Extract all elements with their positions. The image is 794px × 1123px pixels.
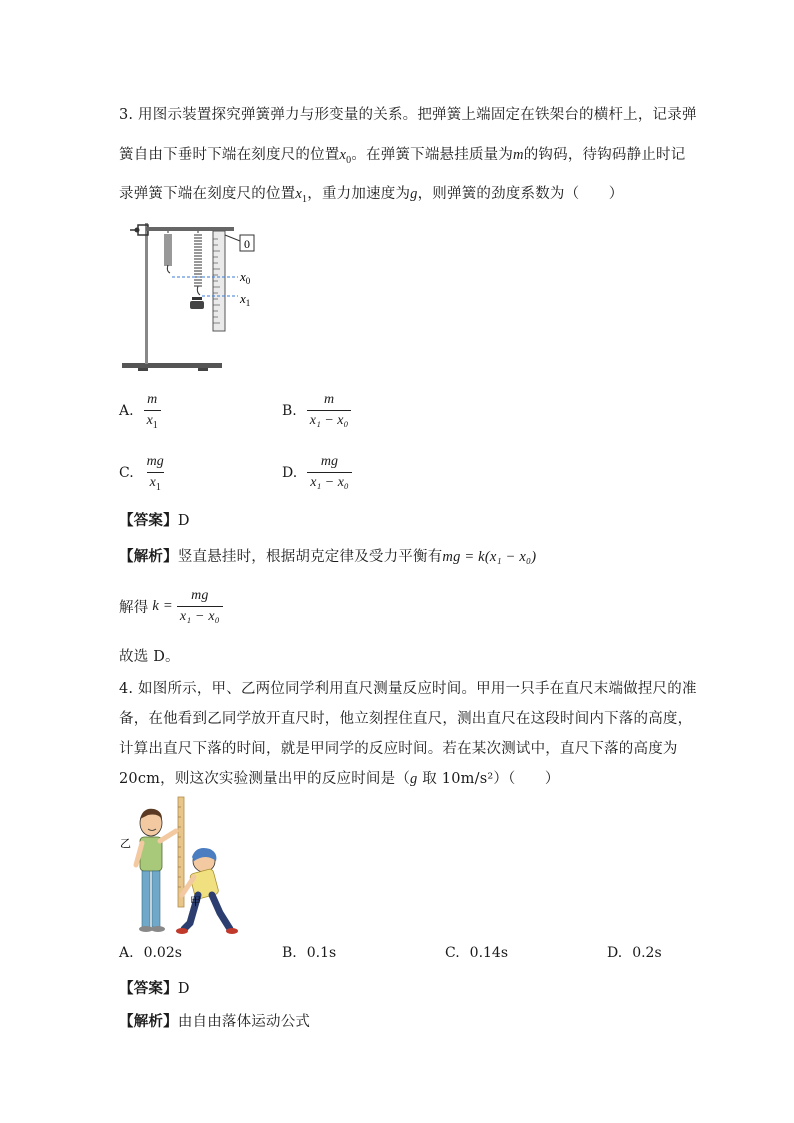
spring-free [164,231,172,273]
cross-bar [146,227,234,231]
spring-apparatus-figure [118,215,268,373]
weight [190,301,204,309]
q3-answer: 【答案】D [119,512,190,529]
q3-option-b[interactable]: B. $\frac{m}{\text{x₁ − x₀}}$ [282,392,351,429]
q4-stem-line1: 4. 如图所示，甲、乙两位同学利用直尺测量反应时间。甲用一只手在直尺末端做捏尺的准 [119,681,697,697]
var-g: g [410,186,418,202]
q4-analysis: 【解析】由自由落体运动公式 [119,1013,311,1030]
zero-label: 0 [244,237,250,251]
spring-loaded [194,231,202,295]
q4-option-c[interactable]: C. 0.14s [445,945,509,961]
stand-base [122,363,222,368]
q4-stem-line3: 计算出直尺下落的时间，就是甲同学的反应时间。若在某次测试中，直尺下落的高度为 [119,741,678,757]
reaction-time-figure [118,795,248,937]
q3-analysis: 【解析】竖直悬挂时，根据胡克定律及受力平衡有mg = k(x₁ − x₀) [119,548,537,565]
label-jia: 甲 [190,895,201,908]
q3-conclusion: 故选 D。 [119,649,180,665]
q4-answer: 【答案】D [119,980,190,997]
q4-option-a[interactable]: A. 0.02s [119,945,182,961]
weight-top [192,297,202,300]
q3-stem-line1: 3. 用图示装置探究弹簧弹力与形变量的关系。把弹簧上端固定在铁架台的横杆上，记录弹 [119,107,697,123]
fig-x1-label: $x_1$ [240,291,251,308]
label-yi: 乙 [120,837,131,850]
q3-option-a[interactable]: A. $\frac{m}{x_1}$ [119,392,161,431]
var-x0: $x_0$ [339,147,352,166]
q4-stem-line2: 备，在他看到乙同学放开直尺时，他立刻捏住直尺，测出直尺在这段时间内下落的高度， [119,711,693,727]
q3-stem-line3: 录弹簧下端在刻度尺的位置$x_1$，重力加速度为g，则弹簧的劲度系数为（ ） [119,186,624,205]
fig-x0-label: $x_0$ [240,269,251,286]
person-jia [176,848,238,934]
q4-option-d[interactable]: D. 0.2s [607,945,662,961]
q4-option-b[interactable]: B. 0.1s [282,945,337,961]
person-yi [136,809,176,932]
q3-stem-line2: 簧自由下垂时下端在刻度尺的位置$x_0$。在弹簧下端悬挂质量为m的钩码，待钩码静止时记 [119,147,686,166]
var-m: m [513,147,524,163]
stand-rod [145,223,148,364]
q3-option-c[interactable]: C. $\frac{mg}{x_1}$ [119,454,164,493]
var-x1: $x_1$ [295,186,308,205]
q4-stem-line4: 20cm，则这次实验测量出甲的反应时间是（g 取 10m/s²）（ ） [119,771,560,787]
q3-solve: 解得 k = $\frac{mg}{\text{x₁ − x₀}}$ [119,588,223,625]
q3-option-d[interactable]: D. $\frac{mg}{\text{x₁ − x₀}}$ [282,454,352,491]
